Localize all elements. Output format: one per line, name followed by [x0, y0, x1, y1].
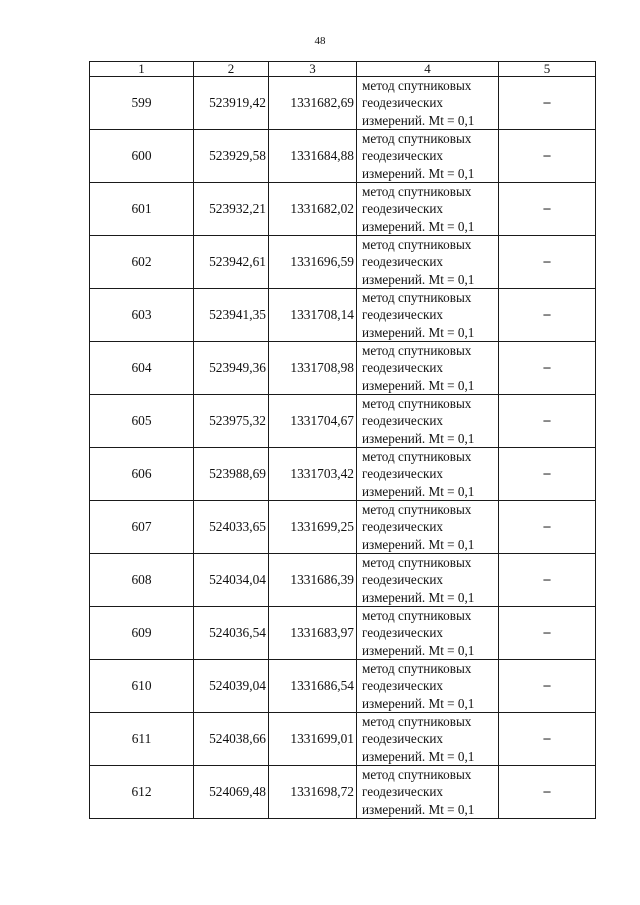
method-text-line: геодезических [362, 731, 444, 747]
x-coordinate-cell: 524034,04 [194, 554, 269, 607]
method-text-line: измерений. Mt = 0,1 [362, 748, 475, 764]
method-cell [357, 713, 499, 766]
table-row [90, 766, 596, 819]
method-cell [357, 289, 499, 342]
y-coordinate-cell: 1331682,69 [269, 77, 357, 130]
method-text-line: геодезических [362, 784, 444, 800]
method-cell [357, 183, 499, 236]
table-row [90, 501, 596, 554]
method-cell [357, 607, 499, 660]
table-row [90, 130, 596, 183]
table-row [90, 183, 596, 236]
method-text-line: метод спутниковых [362, 502, 472, 518]
note-cell: – [499, 713, 596, 766]
method-text-line: измерений. Mt = 0,1 [362, 483, 475, 499]
x-coordinate-cell: 524038,66 [194, 713, 269, 766]
point-number-cell: 607 [90, 501, 194, 554]
note-cell: – [499, 395, 596, 448]
method-cell [357, 501, 499, 554]
y-coordinate-cell: 1331708,14 [269, 289, 357, 342]
x-coordinate-cell: 523988,69 [194, 448, 269, 501]
note-cell: – [499, 342, 596, 395]
x-coordinate-cell: 524069,48 [194, 766, 269, 819]
method-text-line: измерений. Mt = 0,1 [362, 324, 475, 340]
table-header-row [90, 62, 596, 77]
method-text-line: геодезических [362, 413, 444, 429]
method-text-line: метод спутниковых [362, 396, 472, 412]
point-number-cell: 600 [90, 130, 194, 183]
y-coordinate-cell: 1331684,88 [269, 130, 357, 183]
column-header-1: 1 [90, 62, 194, 77]
y-coordinate-cell: 1331703,42 [269, 448, 357, 501]
x-coordinate-cell: 524033,65 [194, 501, 269, 554]
method-text-line: геодезических [362, 572, 444, 588]
method-text-line: измерений. Mt = 0,1 [362, 642, 475, 658]
method-text-line: метод спутниковых [362, 131, 472, 147]
method-text-line: измерений. Mt = 0,1 [362, 218, 475, 234]
method-text-line: измерений. Mt = 0,1 [362, 112, 475, 128]
method-cell [357, 130, 499, 183]
note-cell: – [499, 501, 596, 554]
column-header-2: 2 [194, 62, 269, 77]
method-cell [357, 766, 499, 819]
table-row [90, 342, 596, 395]
x-coordinate-cell: 523919,42 [194, 77, 269, 130]
y-coordinate-cell: 1331696,59 [269, 236, 357, 289]
table-row [90, 289, 596, 342]
point-number-cell: 603 [90, 289, 194, 342]
method-text-line: геодезических [362, 148, 444, 164]
note-cell: – [499, 236, 596, 289]
method-cell [357, 342, 499, 395]
column-header-3: 3 [269, 62, 357, 77]
x-coordinate-cell: 523929,58 [194, 130, 269, 183]
method-text-line: метод спутниковых [362, 555, 472, 571]
x-coordinate-cell: 523941,35 [194, 289, 269, 342]
method-text-line: геодезических [362, 95, 444, 111]
x-coordinate-cell: 523975,32 [194, 395, 269, 448]
method-cell [357, 660, 499, 713]
point-number-cell: 609 [90, 607, 194, 660]
point-number-cell: 605 [90, 395, 194, 448]
method-cell [357, 236, 499, 289]
point-number-cell: 606 [90, 448, 194, 501]
note-cell: – [499, 130, 596, 183]
note-cell: – [499, 554, 596, 607]
method-text-line: геодезических [362, 307, 444, 323]
note-cell: – [499, 77, 596, 130]
x-coordinate-cell: 523942,61 [194, 236, 269, 289]
x-coordinate-cell: 524036,54 [194, 607, 269, 660]
y-coordinate-cell: 1331686,39 [269, 554, 357, 607]
method-text-line: измерений. Mt = 0,1 [362, 695, 475, 711]
y-coordinate-cell: 1331699,25 [269, 501, 357, 554]
point-number-cell: 601 [90, 183, 194, 236]
page-number: 48 [314, 35, 326, 47]
method-text-line: метод спутниковых [362, 78, 472, 94]
table-row [90, 395, 596, 448]
x-coordinate-cell: 523932,21 [194, 183, 269, 236]
method-text-line: метод спутниковых [362, 343, 472, 359]
point-number-cell: 602 [90, 236, 194, 289]
y-coordinate-cell: 1331708,98 [269, 342, 357, 395]
method-text-line: геодезических [362, 625, 444, 641]
method-text-line: метод спутниковых [362, 767, 472, 783]
point-number-cell: 608 [90, 554, 194, 607]
point-number-cell: 604 [90, 342, 194, 395]
table-row [90, 236, 596, 289]
x-coordinate-cell: 524039,04 [194, 660, 269, 713]
point-number-cell: 599 [90, 77, 194, 130]
point-number-cell: 610 [90, 660, 194, 713]
method-text-line: геодезических [362, 519, 444, 535]
method-text-line: метод спутниковых [362, 661, 472, 677]
table-row [90, 554, 596, 607]
method-text-line: метод спутниковых [362, 237, 472, 253]
method-cell [357, 448, 499, 501]
column-header-4: 4 [357, 62, 499, 77]
method-cell [357, 77, 499, 130]
table-row [90, 713, 596, 766]
point-number-cell: 611 [90, 713, 194, 766]
y-coordinate-cell: 1331682,02 [269, 183, 357, 236]
note-cell: – [499, 448, 596, 501]
method-cell [357, 395, 499, 448]
method-text-line: геодезических [362, 201, 444, 217]
note-cell: – [499, 183, 596, 236]
method-text-line: метод спутниковых [362, 714, 472, 730]
method-text-line: метод спутниковых [362, 184, 472, 200]
table-row [90, 607, 596, 660]
note-cell: – [499, 607, 596, 660]
note-cell: – [499, 660, 596, 713]
method-text-line: измерений. Mt = 0,1 [362, 801, 475, 817]
method-text-line: измерений. Mt = 0,1 [362, 271, 475, 287]
method-text-line: измерений. Mt = 0,1 [362, 165, 475, 181]
y-coordinate-cell: 1331683,97 [269, 607, 357, 660]
column-header-5: 5 [499, 62, 596, 77]
table-body [90, 77, 596, 819]
method-cell [357, 554, 499, 607]
method-text-line: геодезических [362, 466, 444, 482]
method-text-line: метод спутниковых [362, 290, 472, 306]
x-coordinate-cell: 523949,36 [194, 342, 269, 395]
method-text-line: измерений. Mt = 0,1 [362, 430, 475, 446]
note-cell: – [499, 289, 596, 342]
method-text-line: измерений. Mt = 0,1 [362, 589, 475, 605]
y-coordinate-cell: 1331699,01 [269, 713, 357, 766]
table-row [90, 660, 596, 713]
point-number-cell: 612 [90, 766, 194, 819]
y-coordinate-cell: 1331686,54 [269, 660, 357, 713]
method-text-line: измерений. Mt = 0,1 [362, 536, 475, 552]
note-cell: – [499, 766, 596, 819]
method-text-line: геодезических [362, 678, 444, 694]
method-text-line: метод спутниковых [362, 608, 472, 624]
coordinates-table [89, 61, 596, 819]
table-row [90, 448, 596, 501]
method-text-line: геодезических [362, 360, 444, 376]
y-coordinate-cell: 1331704,67 [269, 395, 357, 448]
method-text-line: геодезических [362, 254, 444, 270]
method-text-line: измерений. Mt = 0,1 [362, 377, 475, 393]
y-coordinate-cell: 1331698,72 [269, 766, 357, 819]
method-text-line: метод спутниковых [362, 449, 472, 465]
table-row [90, 77, 596, 130]
